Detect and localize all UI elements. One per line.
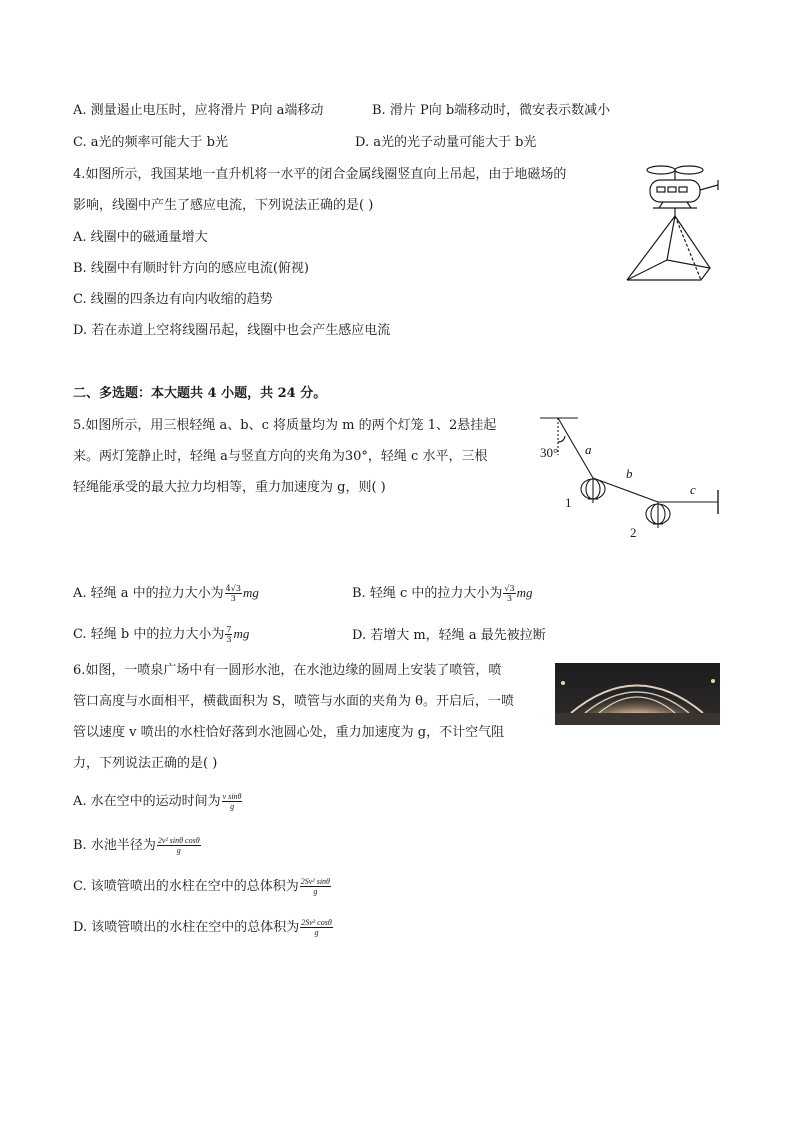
q4-option-a: A. 线圈中的磁通量增大	[73, 230, 208, 245]
denominator: 3	[506, 594, 513, 603]
denominator: g	[313, 887, 318, 896]
rotor-left	[647, 166, 675, 174]
lantern-2	[646, 502, 670, 528]
q5-option-a-suffix: mg	[242, 585, 259, 600]
denominator: g	[230, 802, 235, 811]
denominator: 3	[226, 635, 232, 644]
label-c: c	[690, 482, 696, 497]
q5-option-c-suffix: mg	[233, 626, 250, 641]
label-2: 2	[630, 525, 637, 540]
q6-stem-line2: 管口高度与水面相平，横截面积为 S，喷管与水面的夹角为 θ。开启后，一喷	[73, 694, 514, 709]
q5-option-b	[352, 584, 532, 603]
section2-heading: 二、多选题：本大题共 4 小题，共 24 分。	[73, 386, 327, 401]
q5-stem-line3: 轻绳能承受的最大拉力均相等，重力加速度为 g，则( )	[73, 480, 386, 495]
q6-option-d-prefix: D. 该喷管喷出的水柱在空中的总体积为	[73, 920, 300, 935]
q3-option-c: C. a光的频率可能大于 b光	[73, 135, 228, 150]
q6-option-c	[73, 877, 332, 896]
label-b: b	[626, 466, 633, 481]
q5-option-c	[73, 625, 249, 644]
fountain-photo	[555, 663, 720, 725]
q6-stem-line1: 6.如图，一喷泉广场中有一圆形水池，在水池边缘的圆周上安装了喷管，喷	[73, 663, 502, 678]
lantern-1	[581, 478, 605, 503]
q4-option-b: B. 线圈中有顺时针方向的感应电流(俯视)	[73, 261, 309, 276]
numerator: √3	[504, 584, 515, 593]
numerator: 2Sv² cosθ	[301, 918, 332, 927]
q3-option-a: A. 测量遏止电压时，应将滑片 P向 a端移动	[73, 103, 324, 118]
q5-option-d: D. 若增大 m，轻绳 a 最先被拉断	[352, 628, 546, 643]
q4-stem-line2: 影响，线圈中产生了感应电流，下列说法正确的是( )	[73, 198, 374, 213]
q5-option-a-fraction	[225, 584, 242, 603]
q6-option-a-prefix: A. 水在空中的运动时间为	[73, 794, 221, 809]
q5-option-c-prefix: C. 轻绳 b 中的拉力大小为	[73, 627, 225, 642]
rotor-right	[675, 166, 703, 174]
q3-option-b: B. 滑片 P向 b端移动时，微安表示数减小	[372, 103, 611, 118]
q3-option-d: D. a光的光子动量可能大于 b光	[355, 135, 537, 150]
q5-stem-line1: 5.如图所示，用三根轻绳 a、b、c 将质量均为 m 的两个灯笼 1、2悬挂起	[73, 418, 497, 433]
q6-option-c-fraction	[300, 877, 331, 896]
numerator: 7	[226, 625, 232, 634]
q5-option-a	[73, 584, 259, 603]
q6-option-b-prefix: B. 水池半径为	[73, 838, 156, 853]
label-1: 1	[565, 495, 572, 510]
numerator: 2Sv² sinθ	[300, 877, 330, 886]
q6-option-b	[73, 836, 202, 855]
q6-option-c-prefix: C. 该喷管喷出的水柱在空中的总体积为	[73, 879, 299, 894]
q6-option-b-fraction	[157, 836, 201, 855]
q6-option-a	[73, 792, 243, 811]
q6-stem-line3: 管以速度 v 喷出的水柱恰好落到水池圆心处，重力加速度为 g，不计空气阻	[73, 725, 505, 740]
numerator: 4√3	[225, 584, 241, 593]
numerator: v sinθ	[222, 792, 242, 801]
q4-option-c: C. 线圈的四条边有向内收缩的趋势	[73, 292, 273, 307]
denominator: 3	[230, 594, 236, 603]
q4-stem-line1: 4.如图所示，我国某地一直升机将一水平的闭合金属线圈竖直向上吊起，由于地磁场的	[73, 167, 567, 182]
q5-option-b-suffix: mg	[516, 585, 533, 600]
q6-option-a-fraction	[222, 792, 243, 811]
q4-option-d: D. 若在赤道上空将线圈吊起，线圈中也会产生感应电流	[73, 323, 391, 338]
q5-option-a-prefix: A. 轻绳 a 中的拉力大小为	[73, 586, 224, 601]
numerator: 2v² sinθ cosθ	[157, 836, 200, 845]
q6-option-d-fraction	[300, 918, 333, 937]
denominator: g	[176, 846, 181, 855]
q5-option-b-fraction	[503, 584, 515, 603]
denominator: g	[314, 928, 319, 937]
q5-stem-line2: 来。两灯笼静止时，轻绳 a与竖直方向的夹角为30°，轻绳 c 水平，三根	[73, 449, 488, 464]
lantern-figure	[530, 410, 730, 545]
q6-option-d	[73, 918, 334, 937]
q5-option-c-fraction	[225, 625, 232, 644]
label-a: a	[585, 442, 592, 457]
q5-option-b-prefix: B. 轻绳 c 中的拉力大小为	[352, 586, 503, 601]
q6-stem-line4: 力，下列说法正确的是( )	[73, 756, 218, 771]
angle-label: 30°	[540, 445, 559, 460]
helicopter-coil-figure	[615, 160, 725, 285]
